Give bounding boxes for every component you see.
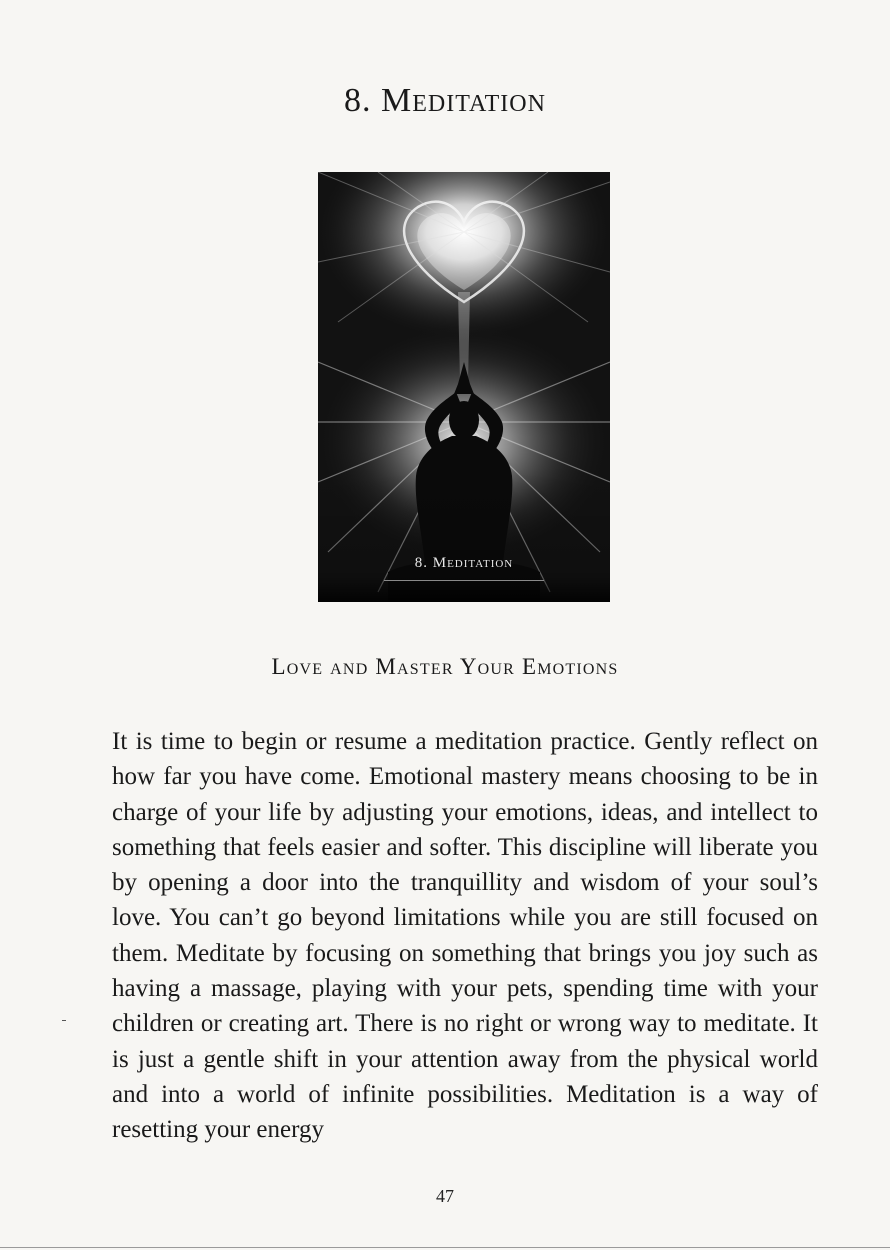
- body-paragraph: It is time to begin or resume a meditation practice. Gently reflect on how far you have come. Emotional mastery means choosing to be in charge of your life by adjusting your emotions, ideas, and intellect to something that feels easier and softer. This discipline will liberate you by opening a door into the tranquillity and wisdom of your soul’s love. You can’t go beyond limitations while you are still focused on them. Meditate by focusing on something that brings you joy such as having a massage, playing with your pets, spending time with your children or creating art. There is no right or wrong way to meditate. It is just a gentle shift in your attention away from the physical world and into a world of infinite possibilities. Meditation is a way of resetting your energy: [112, 728, 818, 1144]
- chapter-title: 8. Meditation: [344, 82, 546, 119]
- card-caption: 8. Meditation: [414, 555, 514, 571]
- page-edge-rule: [0, 1247, 890, 1248]
- card-illustration: [318, 172, 610, 602]
- section-subtitle: Love and Master Your Emotions: [271, 654, 619, 679]
- margin-mark: [62, 1020, 66, 1021]
- oracle-card-image: [318, 172, 610, 602]
- caption-divider: [384, 580, 544, 581]
- page-number: 47: [436, 1186, 454, 1206]
